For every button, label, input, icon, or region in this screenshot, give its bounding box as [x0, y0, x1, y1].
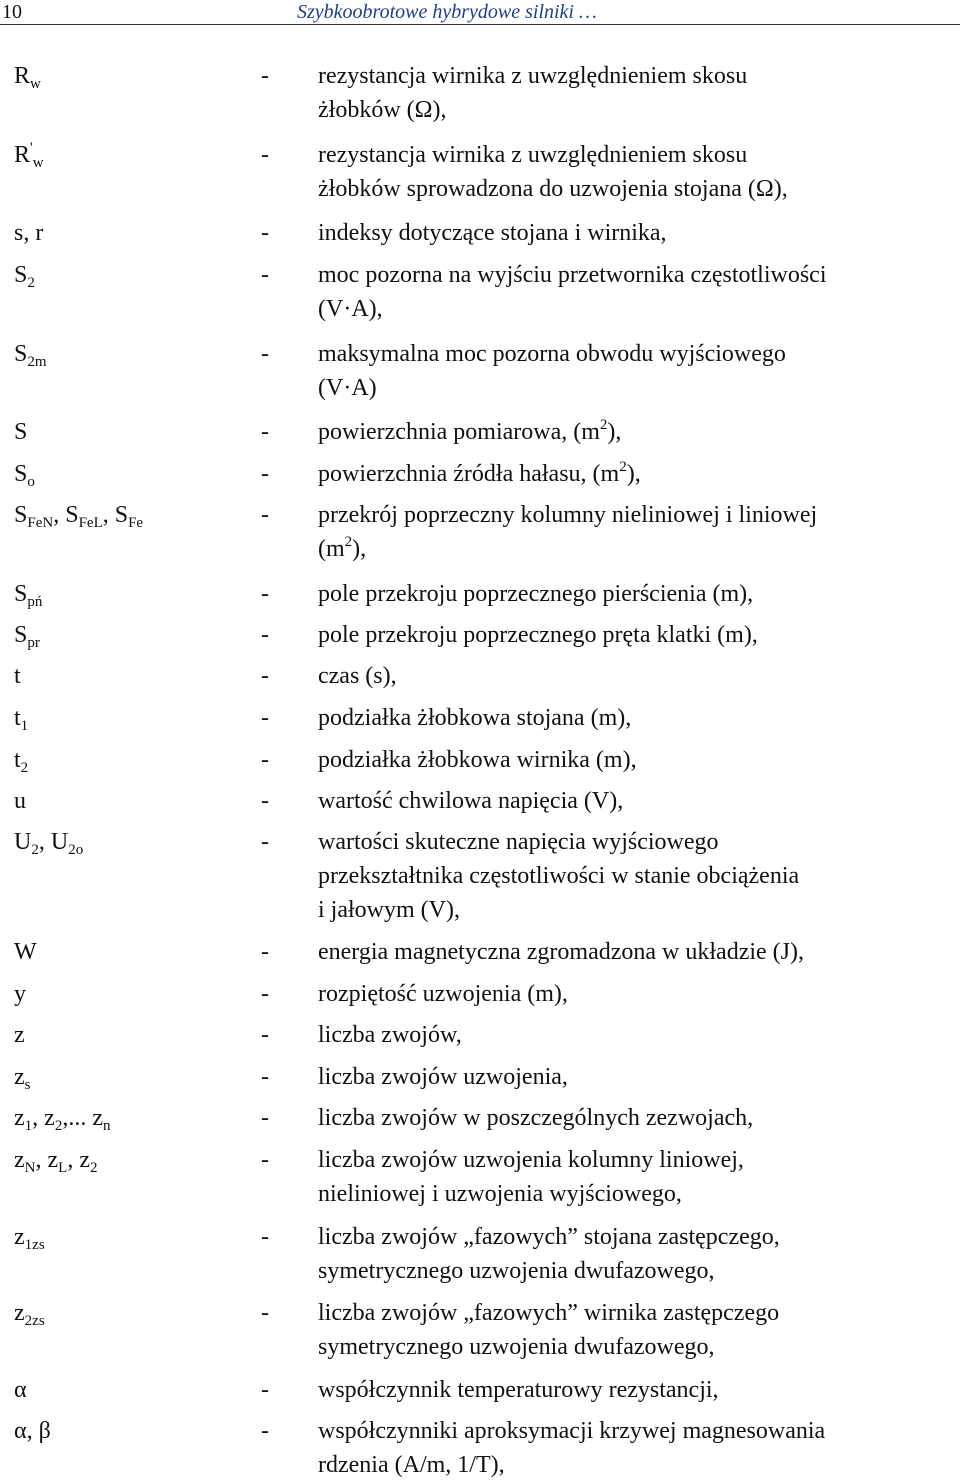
description: [318, 1143, 948, 1211]
description: [318, 1101, 948, 1135]
description-line: przekształtnika częstotliwości w stanie obciążenia: [318, 863, 800, 889]
description: [318, 1220, 948, 1288]
text-part: z: [14, 1300, 25, 1326]
page-header: [0, 0, 960, 25]
page-number: 10: [2, 1, 22, 23]
text-part: powierzchnia pomiarowa, (m: [318, 419, 600, 445]
separator-dash: -: [261, 747, 269, 773]
description-line: pole przekroju poprzecznego pręta klatki (m),: [318, 622, 758, 648]
text-part: , S: [53, 502, 79, 528]
text-part: powierzchnia źródła hałasu, (m: [318, 461, 620, 487]
description-line: rezystancja wirnika z uwzględnieniem skosu: [318, 142, 748, 168]
symbol: [14, 784, 26, 818]
description-line: liczba zwojów „fazowych” wirnika zastępczego: [318, 1300, 780, 1326]
text-part: , U: [38, 829, 69, 855]
description-line: energia magnetyczna zgromadzona w układzie (J),: [318, 939, 804, 965]
separator-dash: -: [261, 262, 269, 288]
subscript: 2: [89, 1160, 98, 1176]
text-part: R: [14, 142, 31, 168]
description: [318, 1060, 948, 1094]
subscript: 2: [27, 275, 35, 291]
text-part: z: [14, 1224, 25, 1250]
text-part: ,... z: [62, 1105, 103, 1131]
description-line: liczba zwojów w poszczególnych zezwojach,: [318, 1105, 754, 1131]
description-line: pole przekroju poprzecznego pierścienia (m),: [318, 581, 754, 607]
description-line: liczba zwojów „fazowych” stojana zastępczego,: [318, 1224, 780, 1250]
subscript: FeL: [78, 515, 103, 531]
subscript: o: [27, 474, 35, 490]
description-line: [318, 415, 948, 449]
subscript: 1: [20, 718, 29, 734]
subscript: 2m: [27, 354, 47, 370]
description-line: (V·A): [318, 375, 377, 401]
superscript: 2: [344, 534, 353, 550]
description: [318, 216, 948, 250]
text-part: z: [14, 1147, 25, 1173]
subscript: pń: [27, 594, 43, 610]
description-line: liczba zwojów,: [318, 1022, 462, 1048]
description: [318, 337, 948, 405]
description-line: symetrycznego uzwojenia dwufazowego,: [318, 1258, 715, 1284]
subscript: 1zs: [24, 1237, 45, 1253]
symbol: [14, 415, 27, 449]
text-part: W: [14, 939, 37, 965]
description: [318, 743, 948, 777]
description: [318, 977, 948, 1011]
symbol: [14, 701, 28, 735]
symbol: [14, 1018, 25, 1052]
text-part: α: [14, 1377, 27, 1403]
separator-dash: -: [261, 663, 269, 689]
separator-dash: -: [261, 142, 269, 168]
superscript: 2: [599, 417, 608, 433]
description: [318, 498, 948, 566]
symbol: [14, 743, 28, 777]
description: [318, 935, 948, 969]
description-line: symetrycznego uzwojenia dwufazowego,: [318, 1334, 715, 1360]
text-part: y: [14, 981, 26, 1007]
description-line: maksymalna moc pozorna obwodu wyjściowego: [318, 341, 786, 367]
text-part: , z: [32, 1105, 55, 1131]
subscript: 2: [54, 1118, 63, 1134]
description-line: wartości skuteczne napięcia wyjściowego: [318, 829, 719, 855]
description: [318, 618, 948, 652]
text-part: t: [14, 663, 21, 689]
description-line: rdzenia (A/m, 1/T),: [318, 1452, 505, 1478]
subscript: 2: [20, 760, 29, 776]
subscript: 1: [24, 1118, 33, 1134]
separator-dash: -: [261, 419, 269, 445]
separator-dash: -: [261, 1300, 269, 1326]
subscript: FeN: [27, 515, 54, 531]
description-line: żłobków (Ω),: [318, 97, 447, 123]
description-line: wartość chwilowa napięcia (V),: [318, 788, 624, 814]
subscript: N: [24, 1160, 36, 1176]
description-line: nieliniowej i uzwojenia wyjściowego,: [318, 1181, 682, 1207]
symbol: [14, 977, 26, 1011]
description-line: liczba zwojów uzwojenia kolumny liniowej,: [318, 1147, 744, 1173]
subscript: w: [30, 76, 41, 92]
text-part: t: [14, 705, 21, 731]
description: [318, 1018, 948, 1052]
symbol: [14, 59, 41, 93]
subscript: s: [24, 1077, 31, 1093]
description: [318, 825, 948, 927]
symbol: [14, 1296, 45, 1330]
subscript: 2: [31, 842, 39, 858]
separator-dash: -: [261, 705, 269, 731]
symbol: [14, 1101, 110, 1135]
symbol: [14, 1414, 51, 1448]
separator-dash: -: [261, 1418, 269, 1444]
description-line: przekrój poprzeczny kolumny nieliniowej i liniowej: [318, 502, 818, 528]
description: [318, 59, 948, 127]
description: [318, 659, 948, 693]
subscript: 2o: [68, 842, 84, 858]
subscript: Fe: [128, 515, 144, 531]
text-part: S: [14, 341, 28, 367]
separator-dash: -: [261, 981, 269, 1007]
description-line: podziałka żłobkowa stojana (m),: [318, 705, 632, 731]
description: [318, 784, 948, 818]
running-title: Szybkoobrotowe hybrydowe silniki …: [297, 1, 597, 23]
description: [318, 457, 948, 491]
description: [318, 577, 948, 611]
subscript: 2zs: [24, 1313, 45, 1329]
description: [318, 1414, 948, 1482]
description-line: [318, 532, 948, 566]
symbol: [14, 1373, 27, 1407]
description-line: indeksy dotyczące stojana i wirnika,: [318, 220, 667, 246]
separator-dash: -: [261, 63, 269, 89]
description-line: moc pozorna na wyjściu przetwornika częstotliwości: [318, 262, 827, 288]
symbol: [14, 337, 47, 371]
text-part: ),: [607, 419, 622, 445]
description-line: liczba zwojów uzwojenia,: [318, 1064, 568, 1090]
symbol: [14, 1060, 31, 1094]
text-part: S: [14, 581, 28, 607]
text-part: S: [14, 262, 28, 288]
subscript: w: [32, 155, 44, 171]
description: [318, 1373, 948, 1407]
text-part: (m: [318, 536, 345, 562]
description: [318, 415, 948, 449]
description-line: współczynnik temperaturowy rezystancji,: [318, 1377, 719, 1403]
description-line: rezystancja wirnika z uwzględnieniem skosu: [318, 63, 748, 89]
description: [318, 258, 948, 326]
description-line: (V·A),: [318, 296, 383, 322]
text-part: ),: [626, 461, 641, 487]
subscript: L: [58, 1160, 68, 1176]
text-part: z: [14, 1022, 25, 1048]
text-part: S: [14, 622, 28, 648]
separator-dash: -: [261, 939, 269, 965]
description-line: i jałowym (V),: [318, 897, 460, 923]
symbol: [14, 1143, 97, 1177]
symbol: [14, 618, 40, 652]
text-part: t: [14, 747, 21, 773]
separator-dash: -: [261, 1105, 269, 1131]
separator-dash: -: [261, 461, 269, 487]
text-part: ),: [352, 536, 367, 562]
symbol: [14, 258, 35, 292]
separator-dash: -: [261, 622, 269, 648]
text-part: s, r: [14, 220, 44, 246]
separator-dash: -: [261, 581, 269, 607]
text-part: , z: [35, 1147, 59, 1173]
separator-dash: -: [261, 1224, 269, 1250]
separator-dash: -: [261, 1064, 269, 1090]
text-part: z: [14, 1105, 25, 1131]
separator-dash: -: [261, 1022, 269, 1048]
symbol: [14, 935, 37, 969]
text-part: z: [14, 1064, 25, 1090]
symbol: [14, 216, 43, 250]
subscript: pr: [27, 635, 40, 651]
text-part: U: [14, 829, 32, 855]
text-part: S: [14, 502, 28, 528]
text-part: R: [14, 63, 31, 89]
superscript: ': [30, 140, 33, 156]
description-line: [318, 457, 948, 491]
symbol: [14, 457, 35, 491]
description-line: podziałka żłobkowa wirnika (m),: [318, 747, 637, 773]
description-line: rozpiętość uzwojenia (m),: [318, 981, 568, 1007]
description: [318, 1296, 948, 1364]
separator-dash: -: [261, 502, 269, 528]
text-part: S: [14, 419, 28, 445]
separator-dash: -: [261, 829, 269, 855]
description: [318, 138, 948, 206]
superscript: 2: [619, 459, 627, 475]
separator-dash: -: [261, 341, 269, 367]
description-line: czas (s),: [318, 663, 397, 689]
text-part: , z: [67, 1147, 90, 1173]
text-part: u: [14, 788, 26, 814]
symbol: [14, 659, 21, 693]
symbol: [14, 577, 42, 611]
description: [318, 701, 948, 735]
symbol: [14, 1220, 45, 1254]
symbol: [14, 498, 143, 532]
separator-dash: -: [261, 1147, 269, 1173]
symbol: [14, 138, 44, 172]
text-part: S: [14, 461, 28, 487]
text-part: α, β: [14, 1418, 51, 1444]
text-part: , S: [102, 502, 129, 528]
separator-dash: -: [261, 220, 269, 246]
separator-dash: -: [261, 1377, 269, 1403]
symbol: [14, 825, 83, 859]
subscript: n: [102, 1118, 111, 1134]
description-line: współczynniki aproksymacji krzywej magnesowania: [318, 1418, 826, 1444]
description-line: żłobków sprowadzona do uzwojenia stojana (Ω),: [318, 176, 788, 202]
separator-dash: -: [261, 788, 269, 814]
